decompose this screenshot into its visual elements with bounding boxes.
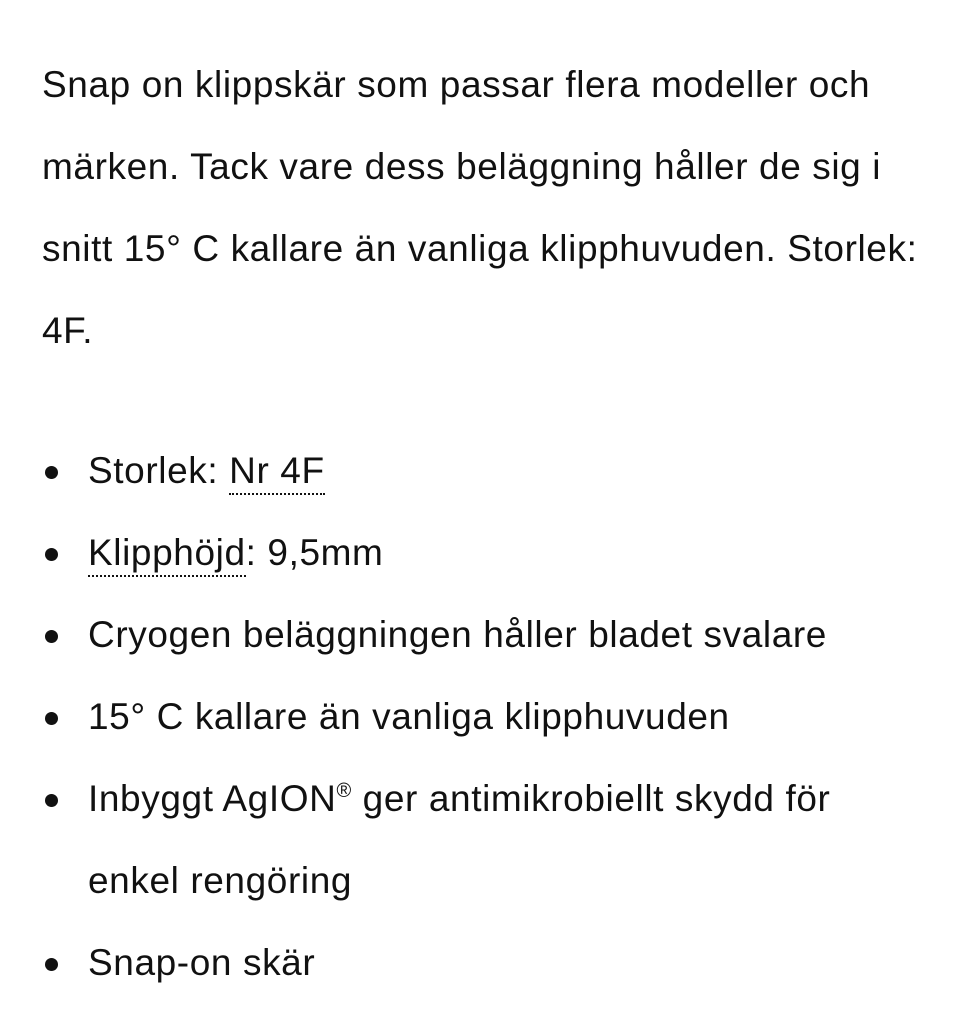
list-item-size bbox=[42, 430, 930, 512]
cut-height-term-link[interactable]: Klipphöjd bbox=[88, 532, 246, 577]
list-item-snap-on bbox=[42, 922, 930, 1004]
size-label: Storlek: bbox=[88, 450, 219, 491]
bullet-icon bbox=[45, 794, 58, 807]
agion-text-cont: ger antimikrobiellt skydd för enkel rengöring bbox=[88, 778, 831, 901]
product-description: Snap on klippskär som passar flera modeller och märken. Tack vare dess beläggning håller de sig i snitt 15° C kallare än vanliga klipphuvuden. Storlek: 4F. bbox=[42, 64, 918, 351]
bullet-icon bbox=[45, 958, 58, 971]
feature-list bbox=[42, 430, 930, 1004]
size-value-link[interactable]: Nr 4F bbox=[229, 450, 325, 495]
snap-on-text: Snap-on skär bbox=[88, 942, 316, 983]
cooler-text: 15° C kallare än vanliga klipphuvuden bbox=[88, 696, 730, 737]
bullet-icon bbox=[45, 466, 58, 479]
cryogen-text: Cryogen beläggningen håller bladet svalare bbox=[88, 614, 827, 655]
registered-mark: ® bbox=[336, 780, 352, 802]
bullet-icon bbox=[45, 630, 58, 643]
agion-text: Inbyggt AgION bbox=[88, 778, 337, 819]
list-item-agion bbox=[42, 758, 930, 922]
list-item-cut-height bbox=[42, 512, 930, 594]
cut-height-value: : 9,5mm bbox=[245, 532, 384, 573]
list-item-cryogen bbox=[42, 594, 930, 676]
bullet-icon bbox=[45, 548, 58, 561]
list-item-cooler bbox=[42, 676, 930, 758]
bullet-icon bbox=[45, 712, 58, 725]
